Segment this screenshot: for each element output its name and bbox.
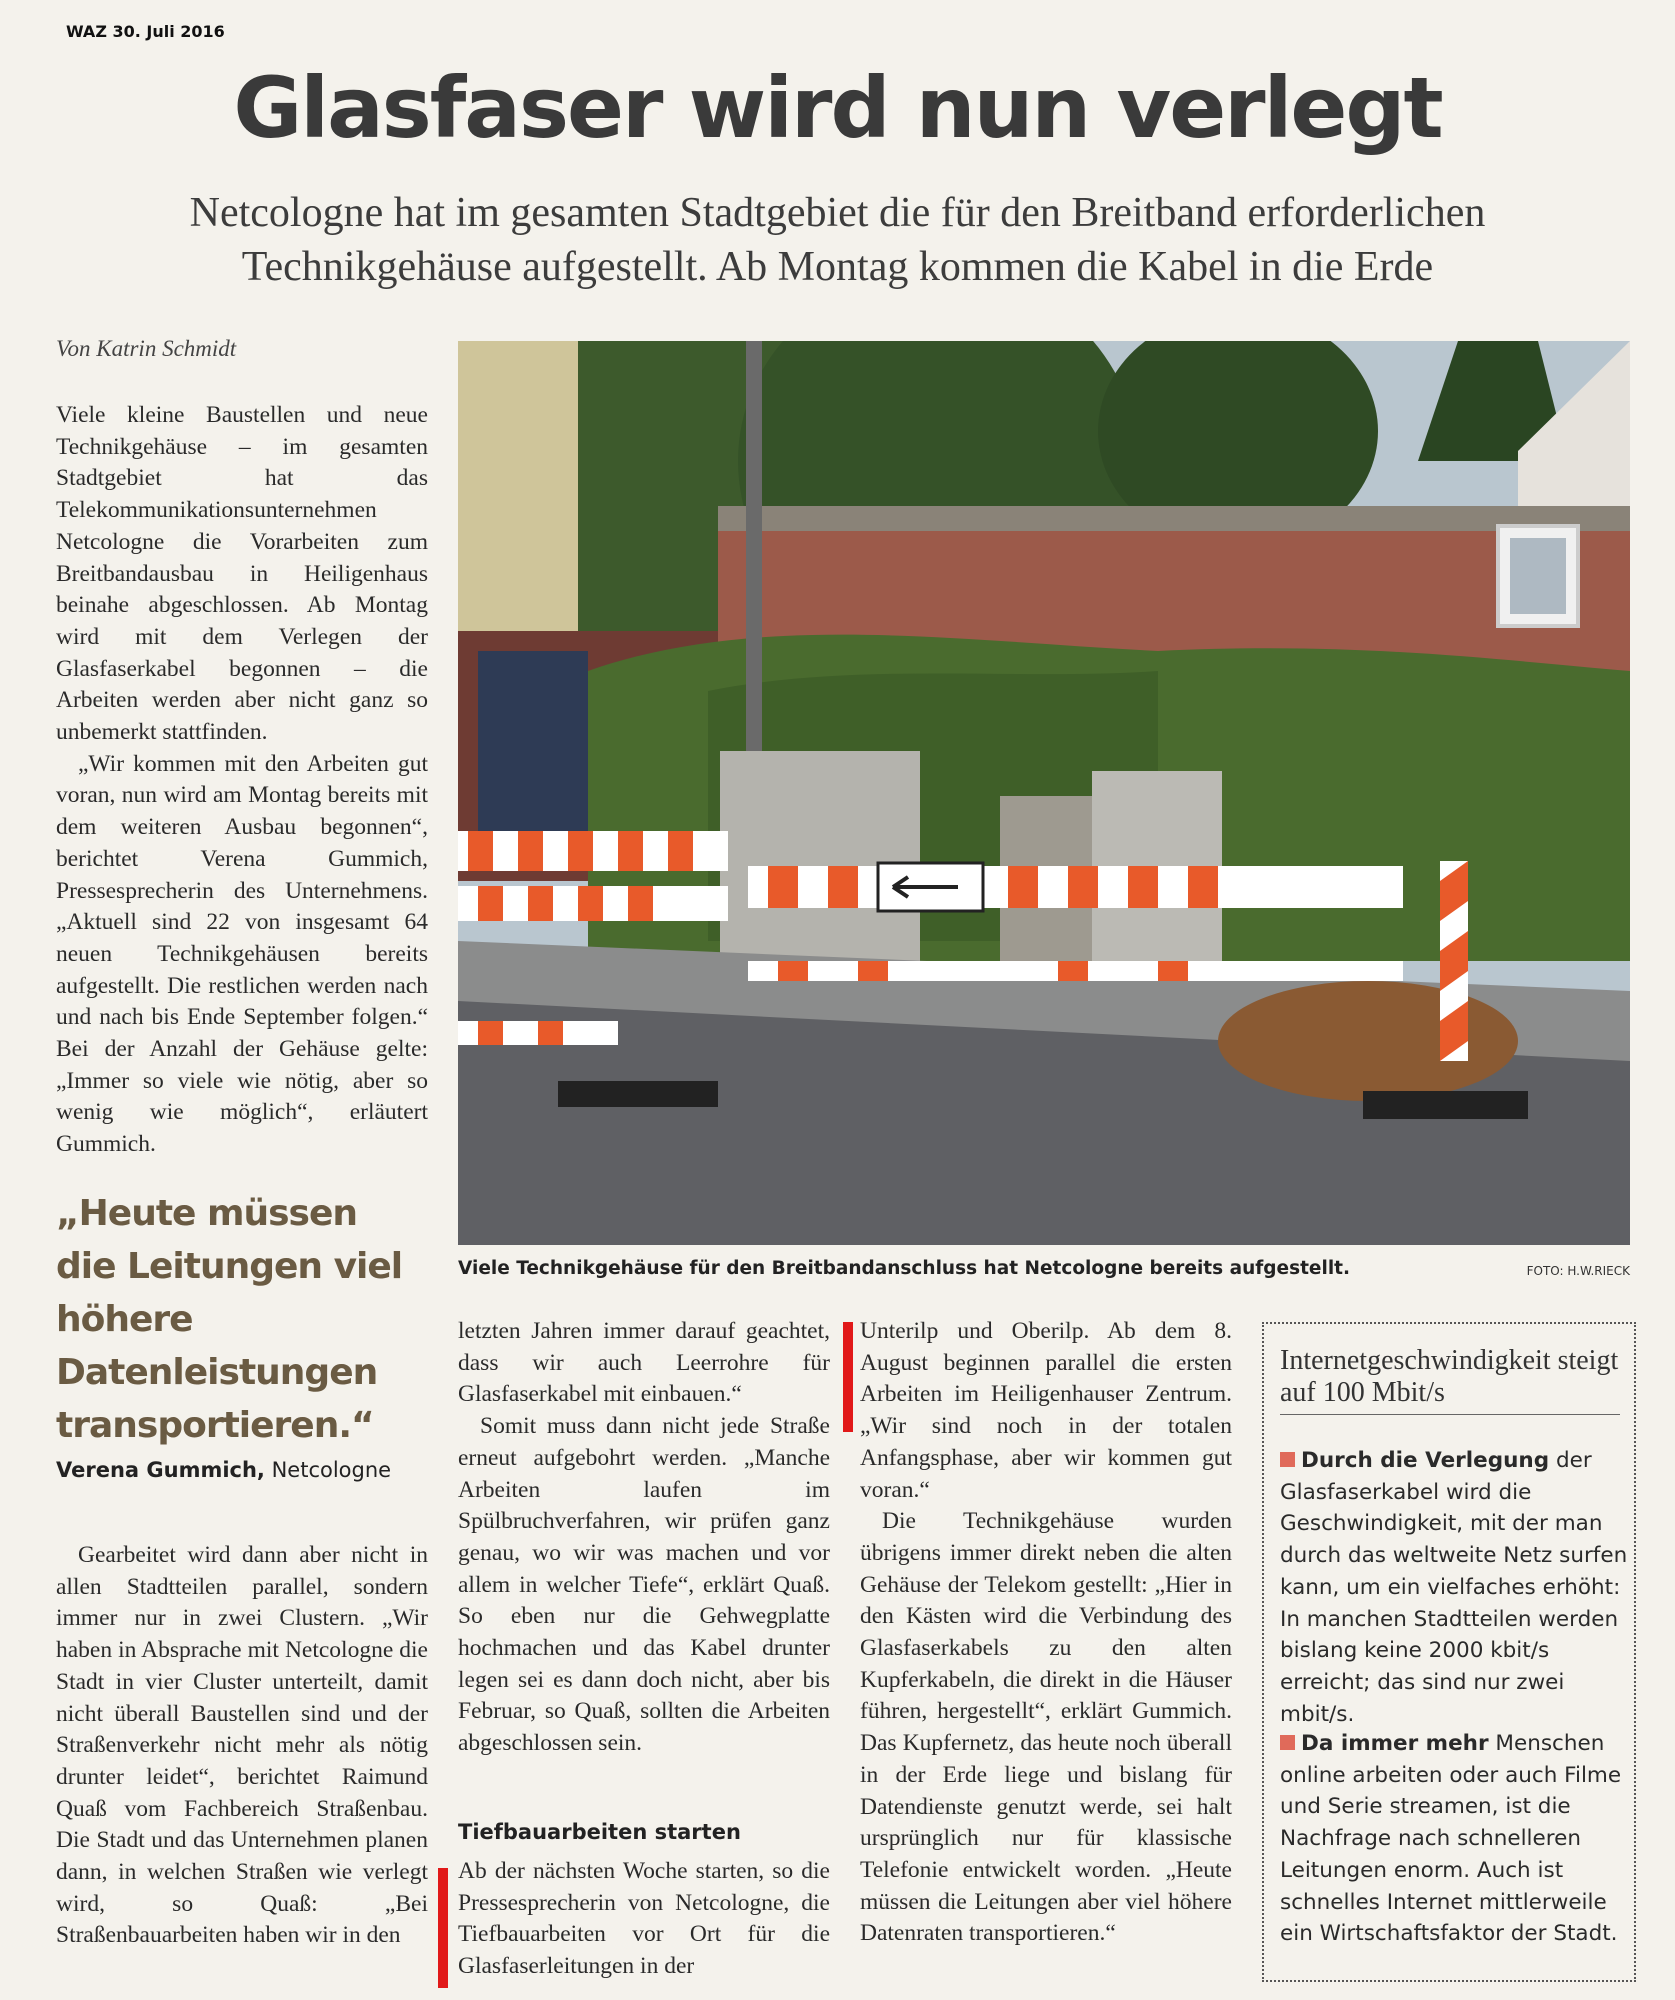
infobox-item-text: Menschen online arbeiten oder auch Filme und Serie streamen, ist die Nachfrage nach schnelleren Leitungen enorm. Auch ist schnelles Internet mittlerweile ein Wirtschaftsfaktor der Stadt. xyxy=(1280,1731,1622,1947)
subheadline-line-1: Netcologne hat im gesamten Stadtgebiet die für den Breitband erforderlichen xyxy=(189,190,1486,236)
paragraph: Viele kleine Baustellen und neue Technikgehäuse – im gesamten Stadtgebiet hat das Telekommunikationsunternehmen Netcologne die Vorarbeiten zum Breitbandausbau in Heiligenhaus beinahe abgeschlossen. Ab Montag wird mit dem Verlegen der Glasfaserkabel begonnen – die Arbeiten werden aber nicht ganz so unbemerkt stattfinden. xyxy=(56,402,428,746)
infobox-title: Internetgeschwindigkeit steigt auf 100 Mbit/s xyxy=(1280,1345,1619,1408)
quote-organisation: Netcologne xyxy=(271,1458,392,1482)
pull-quote-attribution xyxy=(56,1458,391,1482)
infobox-item-1 xyxy=(1280,1445,1628,1730)
paragraph: Unterilp und Oberilp. Ab dem 8. August beginnen parallel die ersten Arbeiten im Heiligenhauser Zentrum. „Wir sind noch in der totalen Anfangsphase, aber wir kommen gut voran.“ xyxy=(860,1318,1232,1503)
newspaper-source-date: WAZ 30. Juli 2016 xyxy=(66,22,225,41)
paragraph: Die Technikgehäuse wurden übrigens immer direkt neben die alten Gehäuse der Telekom gestellt: „Hier in den Kästen wird die Verbindung des Glasfaserkabels zu den alten Kupferkabeln, die direkt in die Häuser führen, hergestellt“, erklärt Gummich. Das Kupfernetz, das heute noch überall in der Erde liege und bislang für Datendienste genutzt werde, sei halt ursprünglich nur für klassische Telefonie entwickelt worden. „Heute müssen die Leitungen aber viel höhere Datenraten transportieren.“ xyxy=(860,1508,1232,1947)
paragraph: Gearbeitet wird dann aber nicht in allen Stadtteilen parallel, sondern immer nur in zwei Clustern. „Wir haben in Absprache mit Netcologne die Stadt in vier Cluster unterteilt, damit nicht überall Baustellen sind und der Straßenverkehr nicht mehr als nötig drunter leidet“, berichtet Raimund Quaß vom Fachbereich Straßenbau. Die Stadt und das Unternehmen planen dann, in welchen Straßen wie verlegt wird, so Quaß: „Bei Straßenbauarbeiten haben wir in den xyxy=(56,1542,428,1949)
infobox-item-2 xyxy=(1280,1728,1628,1950)
column-2-top xyxy=(458,1316,830,1760)
article-subheadline xyxy=(90,186,1585,294)
red-accent-bar xyxy=(438,1868,448,1988)
photo-credit: FOTO: H.W.RIECK xyxy=(1526,1264,1630,1278)
photo-illustration xyxy=(458,341,1630,1245)
column-1-top xyxy=(56,400,428,1161)
paragraph: Ab der nächsten Woche starten, so die Pressesprecherin von Netcologne, die Tiefbauarbeiten vor Ort für die Glasfaserleitungen in der xyxy=(458,1858,830,1980)
infobox-item-text: der Glasfaserkabel wird die Geschwindigkeit, mit der man durch das weltweite Netz surfen kann, um ein vielfaches erhöht: In manchen Stadtteilen werden bislang keine 2000 kbit/s erreicht; das sind nur zwei mbit/s. xyxy=(1280,1448,1628,1727)
red-accent-bar xyxy=(843,1322,853,1432)
red-square-bullet-icon xyxy=(1280,1452,1295,1467)
column-2-bottom xyxy=(458,1856,830,1983)
paragraph: letzten Jahren immer darauf geachtet, dass wir auch Leerrohre für Glasfaserkabel mit einbauen.“ xyxy=(458,1318,830,1408)
pull-quote: „Heute müssen die Leitungen viel höhere Datenleistungen transportieren.“ xyxy=(56,1193,403,1446)
paragraph: „Wir kommen mit den Arbeiten gut voran, nun wird am Montag bereits mit dem weiteren Ausbau begonnen“, berichtet Verena Gummich, Pressesprecherin des Unternehmens. „Aktuell sind 22 von insgesamt 64 neuen Technikgehäusen bereits aufgestellt. Die restlichen werden nach und nach bis Ende September folgen.“ Bei der Anzahl der Gehäuse gelte: „Immer so viele wie nötig, aber so wenig wie möglich“, erläutert Gummich. xyxy=(56,750,428,1158)
paragraph: Somit muss dann nicht jede Straße erneut aufgebohrt werden. „Manche Arbeiten laufen im Spülbruchverfahren, wir prüfen ganz genau, wo wir was machen und vor allem in welcher Tiefe“, erklärt Quaß. So eben nur die Gehwegplatte hochmachen und das Kabel drunter legen sei es dann doch nicht, aber bis Februar, so Quaß, sollten die Arbeiten abgeschlossen sein. xyxy=(458,1413,830,1757)
infobox-item-lead: Da immer mehr xyxy=(1301,1731,1489,1756)
column-1-bottom xyxy=(56,1540,428,1952)
author-byline: Von Katrin Schmidt xyxy=(56,336,237,361)
article-headline: Glasfaser wird nun verlegt xyxy=(233,59,1442,157)
quote-person: Verena Gummich, xyxy=(56,1458,265,1482)
section-subtitle: Tiefbauarbeiten starten xyxy=(458,1820,741,1844)
infobox-divider xyxy=(1280,1414,1620,1415)
photo-caption: Viele Technikgehäuse für den Breitbandanschluss hat Netcologne bereits aufgestellt. xyxy=(458,1258,1351,1279)
article-photo xyxy=(458,341,1630,1245)
column-3 xyxy=(860,1316,1232,1950)
red-square-bullet-icon xyxy=(1280,1735,1295,1750)
infobox-item-lead: Durch die Verlegung xyxy=(1301,1448,1550,1473)
subheadline-line-2: Technikgehäuse aufgestellt. Ab Montag kommen die Kabel in die Erde xyxy=(241,244,1434,290)
